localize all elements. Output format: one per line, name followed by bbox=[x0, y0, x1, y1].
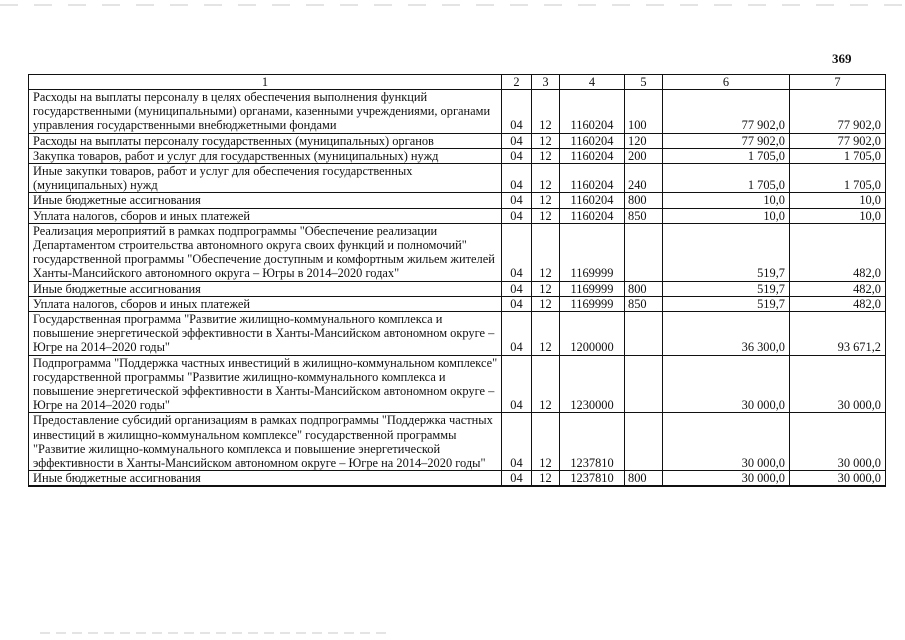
scan-artifact-bottom bbox=[40, 632, 390, 634]
page-number: 369 bbox=[832, 51, 852, 66]
row-sum-year1: 30 000,0 bbox=[663, 471, 790, 487]
row-name: Иные бюджетные ассигнования bbox=[29, 193, 502, 208]
row-expense-type bbox=[625, 355, 663, 413]
row-sum-year2: 30 000,0 bbox=[790, 413, 886, 471]
table-row bbox=[29, 148, 886, 163]
row-section: 04 bbox=[502, 312, 532, 356]
row-subsection: 12 bbox=[532, 355, 560, 413]
table-row bbox=[29, 223, 886, 281]
row-sum-year2: 1 705,0 bbox=[790, 148, 886, 163]
row-section: 04 bbox=[502, 164, 532, 193]
row-expense-type: 120 bbox=[625, 133, 663, 148]
row-sum-year2: 482,0 bbox=[790, 296, 886, 311]
row-name: Уплата налогов, сборов и иных платежей bbox=[29, 296, 502, 311]
row-section: 04 bbox=[502, 208, 532, 223]
row-section: 04 bbox=[502, 223, 532, 281]
row-section: 04 bbox=[502, 281, 532, 296]
row-subsection: 12 bbox=[532, 193, 560, 208]
row-sum-year1: 1 705,0 bbox=[663, 148, 790, 163]
row-name: Расходы на выплаты персоналу государственных (муниципальных) органов bbox=[29, 133, 502, 148]
row-section: 04 bbox=[502, 471, 532, 487]
row-sum-year1: 519,7 bbox=[663, 281, 790, 296]
row-sum-year1: 77 902,0 bbox=[663, 133, 790, 148]
row-expense-type bbox=[625, 223, 663, 281]
table-row bbox=[29, 164, 886, 193]
row-expense-type: 240 bbox=[625, 164, 663, 193]
row-name: Иные бюджетные ассигнования bbox=[29, 281, 502, 296]
col-header-5: 5 bbox=[625, 75, 663, 90]
row-section: 04 bbox=[502, 133, 532, 148]
row-subsection: 12 bbox=[532, 148, 560, 163]
table-row bbox=[29, 193, 886, 208]
row-section: 04 bbox=[502, 413, 532, 471]
row-name: Подпрограмма "Поддержка частных инвестиций в жилищно-коммунальном комплексе" государственной программы "Развитие жилищно-коммунального комплекса и повышение энергетической эффективности в Ханты-Мансийском автономном округе – Югре на 2014–2020 годы" bbox=[29, 355, 502, 413]
scan-artifact-top bbox=[0, 4, 905, 6]
budget-table bbox=[28, 74, 886, 487]
row-target-article: 1160204 bbox=[560, 208, 625, 223]
table-row bbox=[29, 312, 886, 356]
row-sum-year2: 10,0 bbox=[790, 193, 886, 208]
row-target-article: 1237810 bbox=[560, 413, 625, 471]
row-sum-year2: 30 000,0 bbox=[790, 355, 886, 413]
table-row bbox=[29, 296, 886, 311]
row-name: Предоставление субсидий организациям в рамках подпрограммы "Поддержка частных инвестиций в жилищно-коммунальном комплексе" государственной программы "Развитие жилищно-коммунального комплекса и повышение энергетической эффективности в Ханты-Мансийском автономном округе – Югре на 2014–2020 годы" bbox=[29, 413, 502, 471]
row-expense-type: 850 bbox=[625, 208, 663, 223]
row-expense-type bbox=[625, 413, 663, 471]
row-subsection: 12 bbox=[532, 296, 560, 311]
row-target-article: 1160204 bbox=[560, 133, 625, 148]
row-target-article: 1160204 bbox=[560, 90, 625, 134]
table-row bbox=[29, 208, 886, 223]
row-expense-type: 800 bbox=[625, 193, 663, 208]
row-sum-year1: 519,7 bbox=[663, 223, 790, 281]
row-name: Государственная программа "Развитие жилищно-коммунального комплекса и повышение энергетической эффективности в Ханты-Мансийском автономном округе – Югре на 2014–2020 годы" bbox=[29, 312, 502, 356]
row-target-article: 1200000 bbox=[560, 312, 625, 356]
row-sum-year2: 482,0 bbox=[790, 281, 886, 296]
row-target-article: 1160204 bbox=[560, 193, 625, 208]
row-sum-year1: 10,0 bbox=[663, 193, 790, 208]
row-sum-year1: 1 705,0 bbox=[663, 164, 790, 193]
table-header-row bbox=[29, 75, 886, 90]
table-row bbox=[29, 471, 886, 487]
row-section: 04 bbox=[502, 193, 532, 208]
row-target-article: 1169999 bbox=[560, 223, 625, 281]
row-sum-year1: 519,7 bbox=[663, 296, 790, 311]
row-subsection: 12 bbox=[532, 133, 560, 148]
row-section: 04 bbox=[502, 148, 532, 163]
row-sum-year1: 36 300,0 bbox=[663, 312, 790, 356]
row-sum-year2: 77 902,0 bbox=[790, 90, 886, 134]
row-name: Закупка товаров, работ и услуг для государственных (муниципальных) нужд bbox=[29, 148, 502, 163]
col-header-3: 3 bbox=[532, 75, 560, 90]
table-row bbox=[29, 133, 886, 148]
row-subsection: 12 bbox=[532, 208, 560, 223]
row-name: Уплата налогов, сборов и иных платежей bbox=[29, 208, 502, 223]
row-target-article: 1160204 bbox=[560, 148, 625, 163]
row-expense-type bbox=[625, 312, 663, 356]
row-sum-year2: 10,0 bbox=[790, 208, 886, 223]
row-sum-year1: 30 000,0 bbox=[663, 355, 790, 413]
col-header-1: 1 bbox=[29, 75, 502, 90]
row-target-article: 1230000 bbox=[560, 355, 625, 413]
row-target-article: 1169999 bbox=[560, 281, 625, 296]
row-sum-year1: 30 000,0 bbox=[663, 413, 790, 471]
col-header-6: 6 bbox=[663, 75, 790, 90]
row-name: Иные закупки товаров, работ и услуг для обеспечения государственных (муниципальных) нужд bbox=[29, 164, 502, 193]
row-sum-year2: 77 902,0 bbox=[790, 133, 886, 148]
col-header-7: 7 bbox=[790, 75, 886, 90]
row-subsection: 12 bbox=[532, 164, 560, 193]
row-subsection: 12 bbox=[532, 281, 560, 296]
row-target-article: 1237810 bbox=[560, 471, 625, 487]
table-row bbox=[29, 281, 886, 296]
row-name: Иные бюджетные ассигнования bbox=[29, 471, 502, 487]
row-target-article: 1169999 bbox=[560, 296, 625, 311]
row-sum-year2: 1 705,0 bbox=[790, 164, 886, 193]
row-expense-type: 200 bbox=[625, 148, 663, 163]
row-sum-year2: 93 671,2 bbox=[790, 312, 886, 356]
row-section: 04 bbox=[502, 90, 532, 134]
row-expense-type: 800 bbox=[625, 471, 663, 487]
row-subsection: 12 bbox=[532, 90, 560, 134]
row-section: 04 bbox=[502, 296, 532, 311]
row-subsection: 12 bbox=[532, 223, 560, 281]
row-sum-year1: 10,0 bbox=[663, 208, 790, 223]
row-sum-year1: 77 902,0 bbox=[663, 90, 790, 134]
row-target-article: 1160204 bbox=[560, 164, 625, 193]
row-name: Реализация мероприятий в рамках подпрограммы "Обеспечение реализации Департаментом строительства автономного округа своих функций и полномочий" государственной программы "Обеспечение доступным и комфортным жильем жителей Ханты-Мансийского автономного округа – Югры в 2014–2020 годах" bbox=[29, 223, 502, 281]
table-row bbox=[29, 413, 886, 471]
row-expense-type: 100 bbox=[625, 90, 663, 134]
row-name: Расходы на выплаты персоналу в целях обеспечения выполнения функций государственными (муниципальными) органами, казенными учреждениями, органами управления государственными внебюджетными фондами bbox=[29, 90, 502, 134]
row-subsection: 12 bbox=[532, 471, 560, 487]
row-expense-type: 800 bbox=[625, 281, 663, 296]
col-header-4: 4 bbox=[560, 75, 625, 90]
row-subsection: 12 bbox=[532, 312, 560, 356]
row-sum-year2: 30 000,0 bbox=[790, 471, 886, 487]
table-row bbox=[29, 355, 886, 413]
table-row bbox=[29, 90, 886, 134]
row-subsection: 12 bbox=[532, 413, 560, 471]
col-header-2: 2 bbox=[502, 75, 532, 90]
row-sum-year2: 482,0 bbox=[790, 223, 886, 281]
row-section: 04 bbox=[502, 355, 532, 413]
row-expense-type: 850 bbox=[625, 296, 663, 311]
